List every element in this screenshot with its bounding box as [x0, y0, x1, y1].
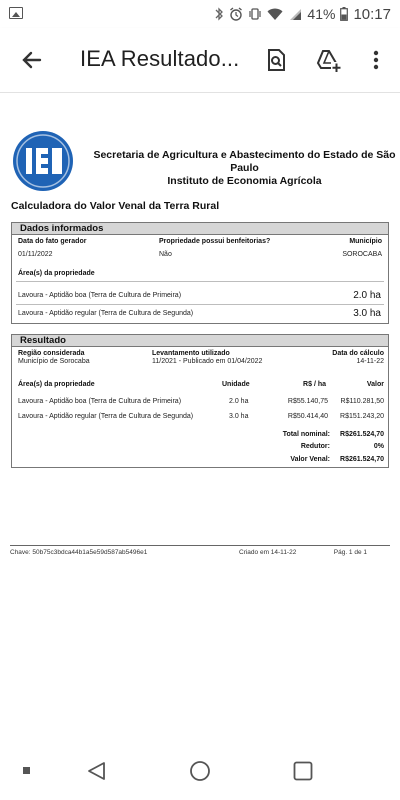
wifi-icon — [267, 8, 283, 21]
municipio-label: Município — [349, 238, 382, 245]
signal-icon — [288, 8, 302, 21]
calculo-value: 14-11-22 — [356, 358, 384, 365]
benfeitorias-label: Propriedade possui benfeitorias? — [159, 238, 271, 245]
row-area-name: Lavoura - Aptidão boa (Terra de Cultura de Primeira) — [18, 398, 182, 405]
total-nominal-value: R$261.524,70 — [340, 431, 384, 438]
image-icon — [9, 7, 23, 19]
nav-back-icon[interactable] — [86, 760, 108, 782]
areas-label: Área(s) da propriedade — [18, 270, 95, 277]
benfeitorias-value: Não — [159, 251, 172, 258]
iea-logo — [12, 130, 74, 192]
footer-criado: Criado em 14-11-22 — [239, 549, 297, 556]
alarm-icon — [229, 7, 243, 21]
levantamento-value: 11/2021 - Publicado em 01/04/2022 — [152, 358, 263, 365]
area-value: 3.0 ha — [353, 308, 381, 319]
levantamento-label: Levantamento utilizado — [152, 350, 230, 357]
app-title: IEA Resultado... — [80, 46, 240, 71]
back-arrow-icon[interactable] — [18, 46, 46, 74]
app-bar — [0, 28, 400, 93]
area-name: Lavoura - Aptidão regular (Terra de Cultura de Segunda) — [18, 310, 194, 317]
col-header-rs-ha: R$ / ha — [303, 381, 326, 388]
valor-venal-value: R$261.524,70 — [340, 456, 384, 463]
organization-name: Secretaria de Agricultura e Abastecimento do Estado de São Paulo — [93, 149, 396, 174]
row-rs-ha: R$55.140,75 — [287, 398, 328, 405]
search-document-icon[interactable] — [262, 46, 290, 74]
footer-divider — [10, 545, 390, 546]
institute-name: Instituto de Economia Agrícola — [167, 175, 322, 187]
nav-home-icon[interactable] — [189, 760, 211, 782]
row-valor: R$151.243,20 — [340, 413, 384, 420]
nav-dot-icon[interactable] — [23, 767, 31, 775]
regiao-value: Município de Sorocaba — [18, 358, 90, 365]
calculo-label: Data do cálculo — [332, 350, 384, 357]
col-header-unidade: Unidade — [222, 381, 250, 388]
status-time: 10:17 — [353, 5, 391, 23]
section-heading: Dados informados — [12, 223, 388, 235]
redutor-value: 0% — [373, 443, 384, 450]
footer-pagina: Pág. 1 de 1 — [333, 549, 367, 556]
redutor-label: Redutor: — [300, 443, 330, 450]
row-unidade: 2.0 ha — [229, 398, 249, 405]
regiao-label: Região considerada — [18, 350, 85, 357]
vibrate-icon — [248, 7, 262, 21]
nav-recents-icon[interactable] — [292, 760, 314, 782]
battery-icon — [340, 7, 348, 21]
total-nominal-label: Total nominal: — [282, 431, 330, 438]
status-bar — [0, 0, 400, 28]
battery-percent: 41% — [307, 6, 336, 22]
document-title: Calculadora do Valor Venal da Terra Rural — [11, 200, 220, 212]
organization-header — [92, 149, 397, 188]
col-header-area: Área(s) da propriedade — [18, 381, 95, 388]
footer-chave: Chave: 50b75c3bdca44b1a5e59d587ab5496e1 — [10, 549, 148, 556]
row-unidade: 3.0 ha — [229, 413, 249, 420]
row-area-name: Lavoura - Aptidão regular (Terra de Cultura de Segunda) — [18, 413, 194, 420]
bluetooth-icon — [214, 7, 224, 21]
row-valor: R$110.281,50 — [340, 398, 384, 405]
divider — [16, 281, 384, 282]
section-heading: Resultado — [12, 335, 388, 347]
area-name: Lavoura - Aptidão boa (Terra de Cultura de Primeira) — [18, 292, 182, 299]
divider — [16, 304, 384, 305]
col-header-valor: Valor — [366, 381, 384, 388]
row-rs-ha: R$50.414,40 — [287, 413, 328, 420]
fato-gerador-value: 01/11/2022 — [18, 251, 53, 258]
area-value: 2.0 ha — [353, 290, 381, 301]
more-vert-icon[interactable] — [362, 46, 390, 74]
fato-gerador-label: Data do fato gerador — [18, 238, 87, 245]
municipio-value: SOROCABA — [342, 251, 382, 258]
drive-add-icon[interactable] — [314, 46, 342, 74]
valor-venal-label: Valor Venal: — [290, 456, 330, 463]
